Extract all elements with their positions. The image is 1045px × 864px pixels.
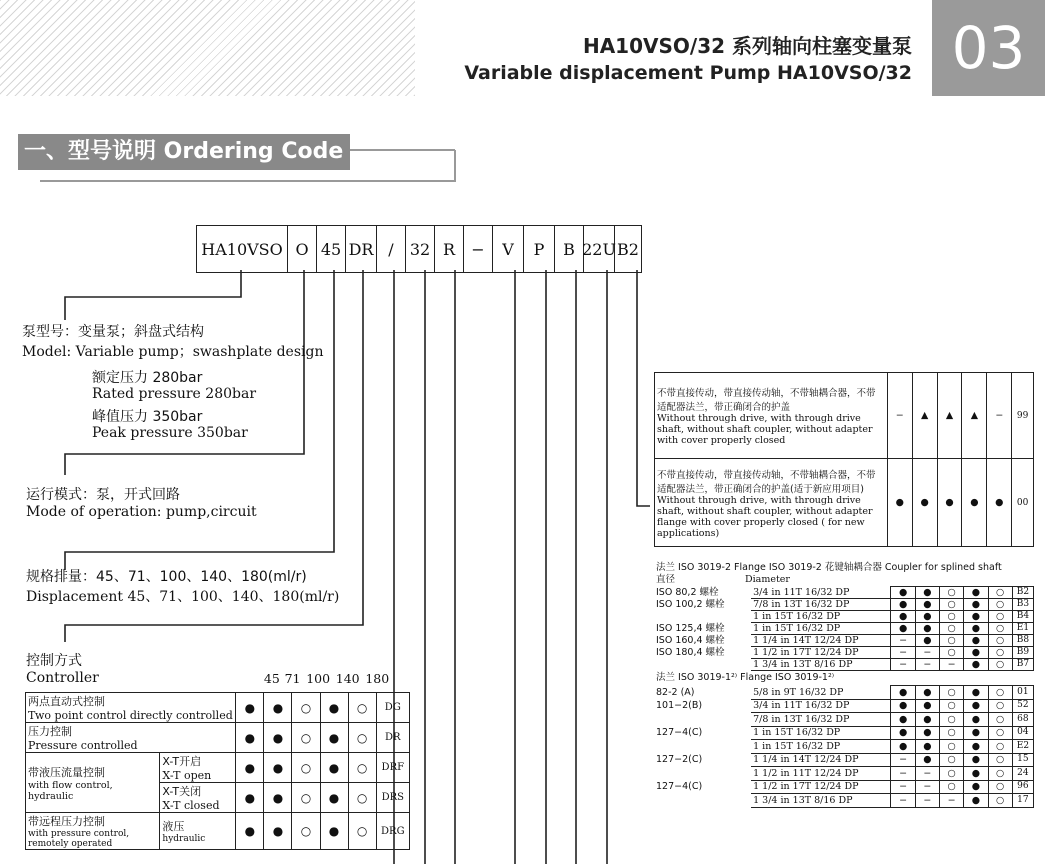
ctrl-sub-en: X-T closed <box>162 799 220 812</box>
flange-code: 24 <box>1012 767 1033 781</box>
mark: ● <box>915 726 939 740</box>
mark: ● <box>891 686 915 700</box>
mark: ● <box>964 611 988 623</box>
mark: ● <box>891 726 915 740</box>
model-en: Model: Variable pump；swashplate design <box>22 344 324 360</box>
flange-label: 82-2 (A) <box>656 686 695 698</box>
mark: ● <box>320 783 348 813</box>
mark: ● <box>320 693 348 723</box>
ctrl-name-en: with pressure control, remotely operated <box>28 829 130 849</box>
flange-code: 96 <box>1012 780 1033 794</box>
mark: ● <box>915 713 939 727</box>
mark: ○ <box>292 753 320 783</box>
peak-pressure-en: Peak pressure 350bar <box>92 425 248 441</box>
mark: ● <box>320 723 348 753</box>
mark: ● <box>964 599 988 611</box>
flange-code: E1 <box>1012 623 1033 635</box>
table-row <box>654 713 1034 727</box>
mark: − <box>915 794 939 808</box>
coupler-label: 3/4 in 11T 16/32 DP <box>751 587 891 599</box>
mark: ○ <box>940 753 964 767</box>
flange-code: 01 <box>1012 686 1033 700</box>
table-row <box>654 599 1034 611</box>
mark: ● <box>891 713 915 727</box>
mark: ● <box>912 459 937 547</box>
mark: ● <box>891 611 915 623</box>
code-cell-port: 22U <box>584 226 615 272</box>
mark: ● <box>236 723 264 753</box>
coupler-label: 7/8 in 13T 16/32 DP <box>751 713 891 727</box>
mark: ● <box>915 623 939 635</box>
mark: ○ <box>940 713 964 727</box>
code-cell-controller: DR <box>346 226 377 272</box>
mark: ● <box>264 753 292 783</box>
mark: − <box>987 373 1012 459</box>
mark: ● <box>964 726 988 740</box>
mark: ● <box>236 813 264 850</box>
code-cell-separator: / <box>377 226 406 272</box>
mark: ● <box>915 740 939 754</box>
flange-code: B7 <box>1012 659 1033 671</box>
mark: ● <box>937 459 962 547</box>
mark: ● <box>964 623 988 635</box>
mark: ○ <box>988 686 1012 700</box>
mark: ● <box>264 723 292 753</box>
code-cell-shaft: P <box>524 226 555 272</box>
flange-label <box>654 713 751 727</box>
option-cn: 不带直接传动，带直接传动轴，不带轴耦合器，不带适配器法兰，带正确闭合的护盖 <box>657 388 876 413</box>
mark: ● <box>891 599 915 611</box>
section-title: 一、型号说明 Ordering Code <box>18 134 350 170</box>
mark: ○ <box>348 753 376 783</box>
flange-code: 17 <box>1012 794 1033 808</box>
mark: ○ <box>988 699 1012 713</box>
mark: ○ <box>292 783 320 813</box>
flange-label <box>654 794 751 808</box>
coupler-label: 1 in 15T 16/32 DP <box>751 611 891 623</box>
flange-3019-2-table <box>654 586 1034 671</box>
coupler-label: 1 1/4 in 14T 12/24 DP <box>751 753 891 767</box>
mark: ○ <box>940 623 964 635</box>
mark: ● <box>891 587 915 599</box>
mark: − <box>940 794 964 808</box>
operation-cn: 运行模式：泵，开式回路 <box>26 487 180 503</box>
ctrl-name-en: Two point control directly controlled <box>28 709 233 722</box>
table-row <box>654 686 1034 700</box>
coupler-label: 1 in 15T 16/32 DP <box>751 740 891 754</box>
flange-label: 127−4(C) <box>656 727 703 739</box>
flange-code: B8 <box>1012 635 1033 647</box>
flange-label: 127−2(C) <box>656 754 703 766</box>
code-cell-dash: − <box>464 226 493 272</box>
flange-code: 68 <box>1012 713 1033 727</box>
mark: ▲ <box>937 373 962 459</box>
mark: ● <box>320 753 348 783</box>
mark: ● <box>915 599 939 611</box>
table-row <box>654 699 1034 713</box>
flange-label: ISO 160,4 螺栓 <box>656 635 725 646</box>
mark: ● <box>964 635 988 647</box>
ctrl-code: DRS <box>376 783 409 813</box>
mark: ● <box>987 459 1012 547</box>
mark: ○ <box>940 686 964 700</box>
mark: ○ <box>940 587 964 599</box>
ctrl-code: DG <box>376 693 409 723</box>
table-row <box>654 587 1034 599</box>
table-row <box>654 635 1034 647</box>
mark: ● <box>915 635 939 647</box>
mark: − <box>891 767 915 781</box>
mark: ○ <box>988 726 1012 740</box>
mark: − <box>915 780 939 794</box>
mark: ▲ <box>962 373 987 459</box>
mark: − <box>891 635 915 647</box>
ctrl-code: DRF <box>376 753 409 783</box>
table-row <box>654 740 1034 754</box>
ctrl-name-en: with flow control, hydraulic <box>28 779 113 802</box>
ctrl-sub-cn: 液压 <box>162 820 185 833</box>
mark: ○ <box>988 611 1012 623</box>
flange-header-diameter-cn: 直径 <box>656 574 676 585</box>
mark: ● <box>964 780 988 794</box>
mark: ● <box>236 783 264 813</box>
displacement-en: Displacement 45、71、100、140、180(ml/r) <box>26 589 340 605</box>
mark: − <box>891 659 915 671</box>
mark: − <box>891 780 915 794</box>
mark: ● <box>964 713 988 727</box>
controller-table <box>25 692 410 850</box>
page-title-cn: HA10VSO/32 系列轴向柱塞变量泵 <box>582 34 912 58</box>
mark: ● <box>264 693 292 723</box>
mark: ○ <box>988 659 1012 671</box>
through-drive-table <box>654 372 1034 547</box>
mark: ○ <box>988 647 1012 659</box>
size-45: 45 <box>263 671 280 686</box>
mark: ● <box>964 647 988 659</box>
coupler-label: 1 1/2 in 17T 12/24 DP <box>751 647 891 659</box>
mark: ● <box>891 699 915 713</box>
mark: ● <box>964 659 988 671</box>
coupler-label: 1 1/4 in 14T 12/24 DP <box>751 635 891 647</box>
ctrl-sub-en: hydraulic <box>162 834 206 844</box>
mark: ● <box>264 813 292 850</box>
mark: ● <box>915 611 939 623</box>
rated-pressure-cn: 额定压力 280bar <box>92 370 203 386</box>
chapter-number: 03 <box>932 0 1045 96</box>
table-row <box>654 794 1034 808</box>
mark: − <box>915 647 939 659</box>
coupler-label: 1 1/2 in 17T 12/24 DP <box>751 780 891 794</box>
mark: ● <box>964 686 988 700</box>
ctrl-sub-en: X-T open <box>162 769 212 782</box>
flange-code: B4 <box>1012 611 1033 623</box>
flange-code: 15 <box>1012 753 1033 767</box>
table-row <box>26 693 410 723</box>
controller-cn: 控制方式 <box>26 653 82 669</box>
code-cell-seal: V <box>493 226 524 272</box>
mark: ○ <box>988 635 1012 647</box>
mark: ● <box>320 813 348 850</box>
mark: − <box>891 794 915 808</box>
ctrl-sub-cn: X-T开启 <box>162 755 202 768</box>
flange-code: 04 <box>1012 726 1033 740</box>
code-cell-rotation: R <box>435 226 464 272</box>
flange-code: B9 <box>1012 647 1033 659</box>
table-row <box>654 780 1034 794</box>
mark: ○ <box>988 713 1012 727</box>
coupler-label: 1 3/4 in 13T 8/16 DP <box>751 794 891 808</box>
option-code: 99 <box>1012 373 1034 459</box>
mark: ○ <box>348 723 376 753</box>
flange-label: ISO 100,2 螺栓 <box>656 599 725 610</box>
table-row <box>654 767 1034 781</box>
mark: ○ <box>988 587 1012 599</box>
size-100: 100 <box>306 671 331 686</box>
mark: ○ <box>988 794 1012 808</box>
size-140: 140 <box>335 671 360 686</box>
mark: ○ <box>940 699 964 713</box>
mark: ● <box>964 767 988 781</box>
mark: ○ <box>292 723 320 753</box>
mark: ○ <box>940 780 964 794</box>
ctrl-code: DRG <box>376 813 409 850</box>
mark: − <box>940 659 964 671</box>
code-cell-operation: O <box>288 226 317 272</box>
section-tab-lines <box>0 130 470 190</box>
mark: ● <box>964 699 988 713</box>
ctrl-name-cn: 压力控制 <box>28 725 72 738</box>
table-row <box>26 813 410 850</box>
coupler-label: 1 3/4 in 13T 8/16 DP <box>751 659 891 671</box>
flange-header-line1: 法兰 ISO 3019-2 Flange ISO 3019-2 花键轴耦合器 Coupler for splined shaft <box>656 562 1002 573</box>
mark: ● <box>964 587 988 599</box>
mark: ○ <box>988 780 1012 794</box>
table-row <box>654 611 1034 623</box>
flange-label: 127−4(C) <box>656 781 703 793</box>
ctrl-name-cn: 带液压流量控制 <box>28 765 105 779</box>
table-row <box>654 726 1034 740</box>
mark: ● <box>915 587 939 599</box>
code-cell-flange: B <box>555 226 584 272</box>
coupler-label: 3/4 in 11T 16/32 DP <box>751 699 891 713</box>
mark: ○ <box>940 647 964 659</box>
table-row <box>26 753 410 783</box>
mark: ● <box>236 693 264 723</box>
ordering-code-row <box>196 225 642 273</box>
code-cell-through-drive: B2 <box>617 239 639 259</box>
coupler-label: 1 1/2 in 11T 12/24 DP <box>751 767 891 781</box>
coupler-label: 1 in 15T 16/32 DP <box>751 726 891 740</box>
mark: ● <box>891 623 915 635</box>
mark: ○ <box>940 726 964 740</box>
page-title-en: Variable displacement Pump HA10VSO/32 <box>464 62 912 84</box>
mark: ○ <box>348 783 376 813</box>
controller-size-header <box>262 671 392 686</box>
mark: ● <box>264 783 292 813</box>
mark: ○ <box>940 635 964 647</box>
mark: ● <box>915 753 939 767</box>
header-hatch-decoration <box>0 0 415 96</box>
mark: ○ <box>292 693 320 723</box>
mark: ● <box>891 740 915 754</box>
size-71: 71 <box>284 671 301 686</box>
mark: ○ <box>940 611 964 623</box>
table-row <box>654 623 1034 635</box>
mark: ● <box>915 699 939 713</box>
rated-pressure-en: Rated pressure 280bar <box>92 386 257 402</box>
mark: ○ <box>940 599 964 611</box>
flange-code: E2 <box>1012 740 1033 754</box>
coupler-label: 5/8 in 9T 16/32 DP <box>751 686 891 700</box>
displacement-cn: 规格排量：45、71、100、140、180(ml/r) <box>26 569 307 585</box>
mark: ○ <box>292 813 320 850</box>
flange-code: 52 <box>1012 699 1033 713</box>
mark: ● <box>887 459 912 547</box>
mark: ○ <box>988 623 1012 635</box>
flange-label: ISO 80,2 螺栓 <box>656 587 719 598</box>
mark: − <box>891 753 915 767</box>
flange-code: B3 <box>1012 599 1033 611</box>
flange-code: B2 <box>1012 587 1033 599</box>
table-row <box>655 373 1034 459</box>
mark: − <box>915 659 939 671</box>
operation-en: Mode of operation: pump,circuit <box>26 504 257 520</box>
coupler-label: 1 in 15T 16/32 DP <box>751 623 891 635</box>
table-row <box>654 647 1034 659</box>
flange-label <box>654 611 751 623</box>
option-en: Without through drive, with through drive shaft, without shaft coupler, without adapter flange with cover properly closed ( for new applications) <box>657 494 873 539</box>
mark: ○ <box>348 813 376 850</box>
ctrl-sub-cn: X-T关闭 <box>162 785 202 798</box>
flange-header-diameter-en: Diameter <box>745 574 790 585</box>
mark: − <box>915 767 939 781</box>
flange-label: 101−2(B) <box>656 700 703 712</box>
mark: ○ <box>348 693 376 723</box>
mark: ○ <box>940 740 964 754</box>
mark: ▲ <box>912 373 937 459</box>
flange-3019-1-header: 法兰 ISO 3019-1²⁾ Flange ISO 3019-1²⁾ <box>656 672 835 683</box>
flange-3019-1-table <box>654 685 1034 808</box>
coupler-label: 7/8 in 13T 16/32 DP <box>751 599 891 611</box>
mark: ○ <box>988 767 1012 781</box>
code-cell-size: 45 <box>317 226 346 272</box>
size-180: 180 <box>365 671 390 686</box>
mark: ● <box>964 794 988 808</box>
flange-label <box>654 740 751 754</box>
flange-label: ISO 125,4 螺栓 <box>656 623 725 634</box>
option-code: 00 <box>1012 459 1034 547</box>
ctrl-name-cn: 带远程压力控制 <box>28 815 105 828</box>
option-cn: 不带直接传动，带直接传动轴，不带轴耦合器，不带适配器法兰，带正确闭合的护盖(适于新应用项目) <box>657 469 876 495</box>
flange-label <box>654 767 751 781</box>
table-row <box>654 753 1034 767</box>
flange-label: ISO 180,4 螺栓 <box>656 647 725 658</box>
table-row <box>26 723 410 753</box>
mark: ○ <box>940 767 964 781</box>
mark: ● <box>962 459 987 547</box>
mark: ● <box>915 686 939 700</box>
mark: ● <box>964 740 988 754</box>
mark: ○ <box>988 740 1012 754</box>
ctrl-name-cn: 两点直动式控制 <box>28 695 105 708</box>
peak-pressure-cn: 峰值压力 350bar <box>92 409 203 425</box>
mark: ○ <box>988 599 1012 611</box>
table-row <box>655 459 1034 547</box>
model-cn: 泵型号：变量泵；斜盘式结构 <box>22 324 204 340</box>
controller-en: Controller <box>26 670 99 686</box>
ctrl-name-en: Pressure controlled <box>28 739 138 752</box>
mark: − <box>891 647 915 659</box>
mark: − <box>887 373 912 459</box>
code-cell-series: HA10VSO <box>197 226 288 272</box>
mark: ● <box>236 753 264 783</box>
option-en: Without through drive, with through drive shaft, without shaft coupler, without adapter with cover properly closed <box>657 413 873 446</box>
code-cell-series-no: 32 <box>406 226 435 272</box>
mark: ○ <box>988 753 1012 767</box>
mark: ● <box>964 753 988 767</box>
ctrl-code: DR <box>376 723 409 753</box>
